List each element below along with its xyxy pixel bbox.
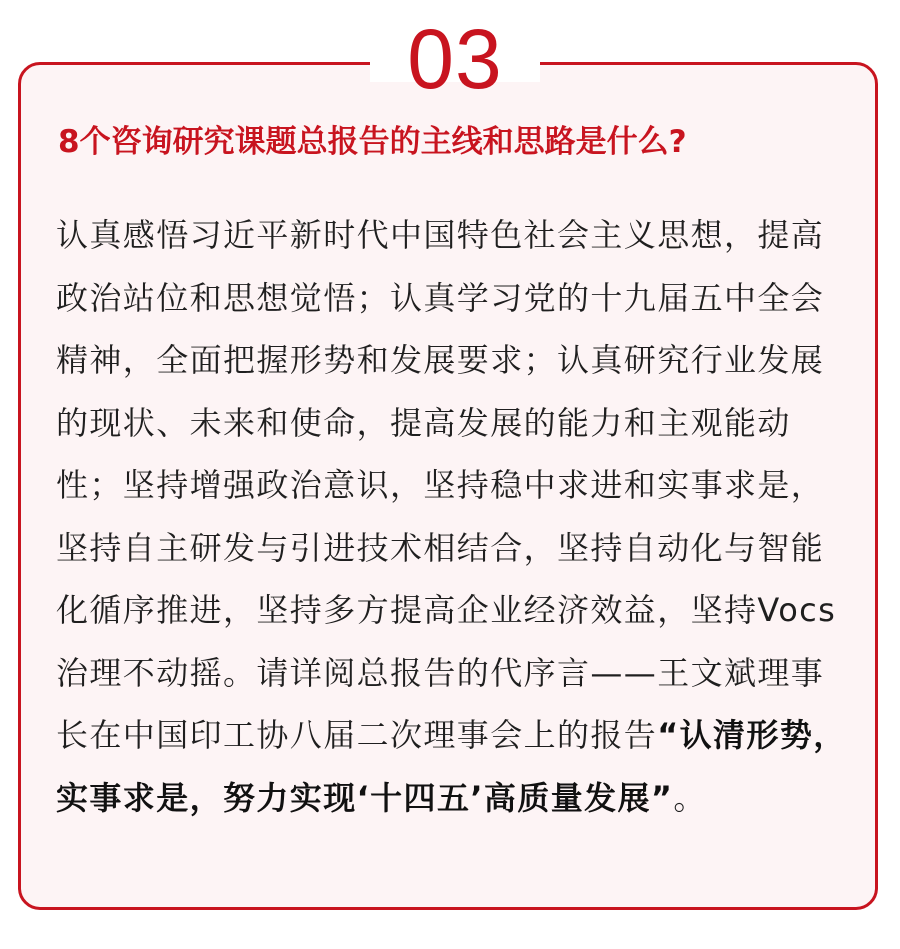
section-title: 8个咨询研究课题总报告的主线和思路是什么?	[58, 124, 687, 160]
body-ending: 。	[673, 778, 707, 817]
body-paragraph	[56, 204, 856, 829]
report-title-quote: “认清形势，实事求是，努力实现‘十四五’高质量发展”	[56, 716, 847, 817]
section-number: 03	[407, 12, 503, 106]
body-main-text: 认真感悟习近平新时代中国特色社会主义思想，提高政治站位和思想觉悟；认真学习党的十九届五中全会精神，全面把握形势和发展要求；认真研究行业发展的现状、未来和使命，提高发展的能力和主观能动性；坚持增强政治意识，坚持稳中求进和实事求是，坚持自主研发与引进技术相结合，坚持自动化与智能化循序推进，坚持多方提高企业经济效益，坚持Vocs治理不动摇。请详阅总报告的代序言——王文斌理事长在中国印工协八届二次理事会上的报告	[56, 216, 837, 754]
